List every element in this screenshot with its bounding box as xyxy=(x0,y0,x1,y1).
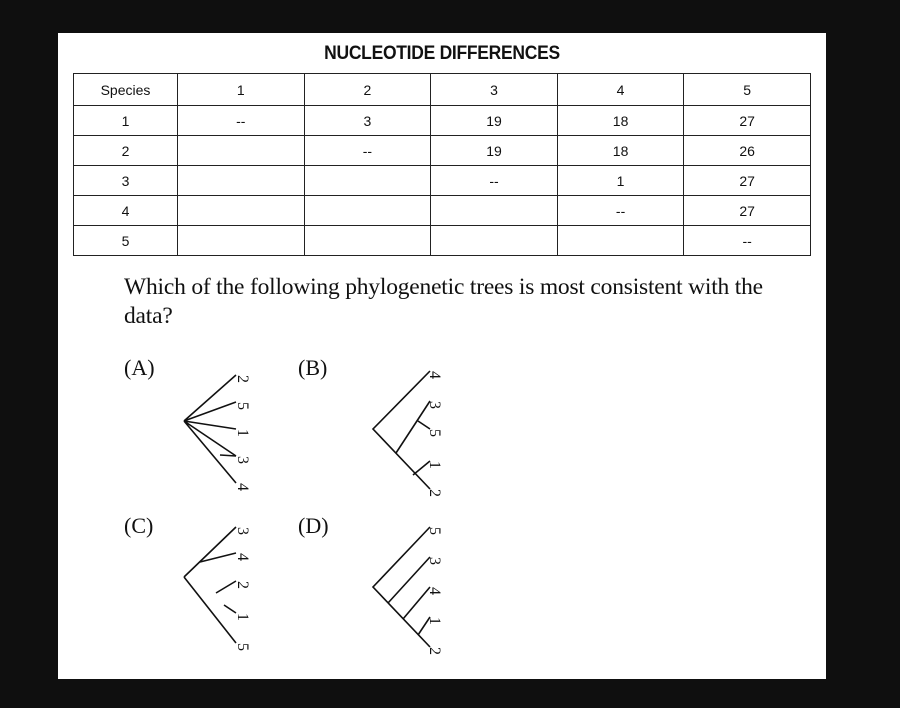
table-cell: -- xyxy=(178,106,305,136)
table-header-row xyxy=(74,74,811,106)
table-cell xyxy=(178,136,305,166)
table-cell: 1 xyxy=(74,106,178,136)
tree-leaf-label: 3 xyxy=(234,527,251,535)
table-cell xyxy=(431,226,558,256)
table-cell: 26 xyxy=(684,136,811,166)
table-row xyxy=(74,106,811,136)
table-row xyxy=(74,136,811,166)
table-row xyxy=(74,226,811,256)
table-cell xyxy=(304,226,431,256)
tree-leaf-label: 1 xyxy=(426,617,443,625)
option-a-tree xyxy=(178,365,268,495)
table-cell: -- xyxy=(431,166,558,196)
header-cell: 5 xyxy=(684,74,811,106)
table-cell: 1 xyxy=(557,166,684,196)
table-cell xyxy=(557,226,684,256)
header-cell: 3 xyxy=(431,74,558,106)
tree-leaf-label: 3 xyxy=(426,557,443,565)
table-cell: 19 xyxy=(431,136,558,166)
table-cell: 18 xyxy=(557,106,684,136)
tree-leaf-label: 2 xyxy=(426,647,443,655)
table-cell: -- xyxy=(557,196,684,226)
table-cell: 18 xyxy=(557,136,684,166)
tree-leaf-label: 2 xyxy=(234,581,251,589)
tree-leaf-label: 1 xyxy=(426,461,443,469)
question-sheet xyxy=(58,33,826,679)
tree-leaf-label: 5 xyxy=(426,527,443,535)
header-cell: Species xyxy=(74,74,178,106)
question-text: Which of the following phylogenetic trees is most consistent with the data? xyxy=(124,274,763,329)
tree-leaf-label: 3 xyxy=(426,401,443,409)
table-cell: 4 xyxy=(74,196,178,226)
table-cell: 27 xyxy=(684,196,811,226)
table-cell xyxy=(304,166,431,196)
tree-leaf-label: 5 xyxy=(234,643,251,651)
table-cell: -- xyxy=(684,226,811,256)
tree-leaf-label: 1 xyxy=(234,429,251,437)
table-cell xyxy=(178,166,305,196)
tree-leaf-label: 3 xyxy=(234,456,251,464)
option-b-label[interactable]: (B) xyxy=(298,355,328,380)
table-cell xyxy=(304,196,431,226)
table-title: NUCLEOTIDE DIFFERENCES xyxy=(324,43,560,64)
table-cell: 3 xyxy=(74,166,178,196)
tree-leaf-label: 4 xyxy=(234,483,251,491)
tree-leaf-label: 2 xyxy=(426,489,443,497)
table-row xyxy=(74,166,811,196)
header-cell: 2 xyxy=(304,74,431,106)
tree-leaf-label: 4 xyxy=(426,371,443,379)
table-row xyxy=(74,196,811,226)
header-cell: 4 xyxy=(557,74,684,106)
tree-leaf-label: 2 xyxy=(234,375,251,383)
table-cell xyxy=(178,196,305,226)
nucleotide-differences-table xyxy=(73,73,811,256)
tree-leaf-label: 5 xyxy=(426,429,443,437)
option-b-tree xyxy=(368,359,463,499)
option-c-tree xyxy=(178,517,268,657)
table-cell xyxy=(178,226,305,256)
option-c-label[interactable]: (C) xyxy=(124,513,154,538)
option-d-tree xyxy=(368,517,463,657)
option-a-label[interactable]: (A) xyxy=(124,355,155,380)
tree-leaf-label: 4 xyxy=(234,553,251,561)
tree-leaf-label: 1 xyxy=(234,613,251,621)
table-cell: 2 xyxy=(74,136,178,166)
table-cell: 27 xyxy=(684,106,811,136)
table-cell: 19 xyxy=(431,106,558,136)
table-cell: 5 xyxy=(74,226,178,256)
tree-leaf-label: 4 xyxy=(426,587,443,595)
header-cell: 1 xyxy=(178,74,305,106)
option-d-label[interactable]: (D) xyxy=(298,513,329,538)
table-cell: -- xyxy=(304,136,431,166)
table-cell: 27 xyxy=(684,166,811,196)
table-cell xyxy=(431,196,558,226)
table-cell: 3 xyxy=(304,106,431,136)
tree-leaf-label: 5 xyxy=(234,402,251,410)
